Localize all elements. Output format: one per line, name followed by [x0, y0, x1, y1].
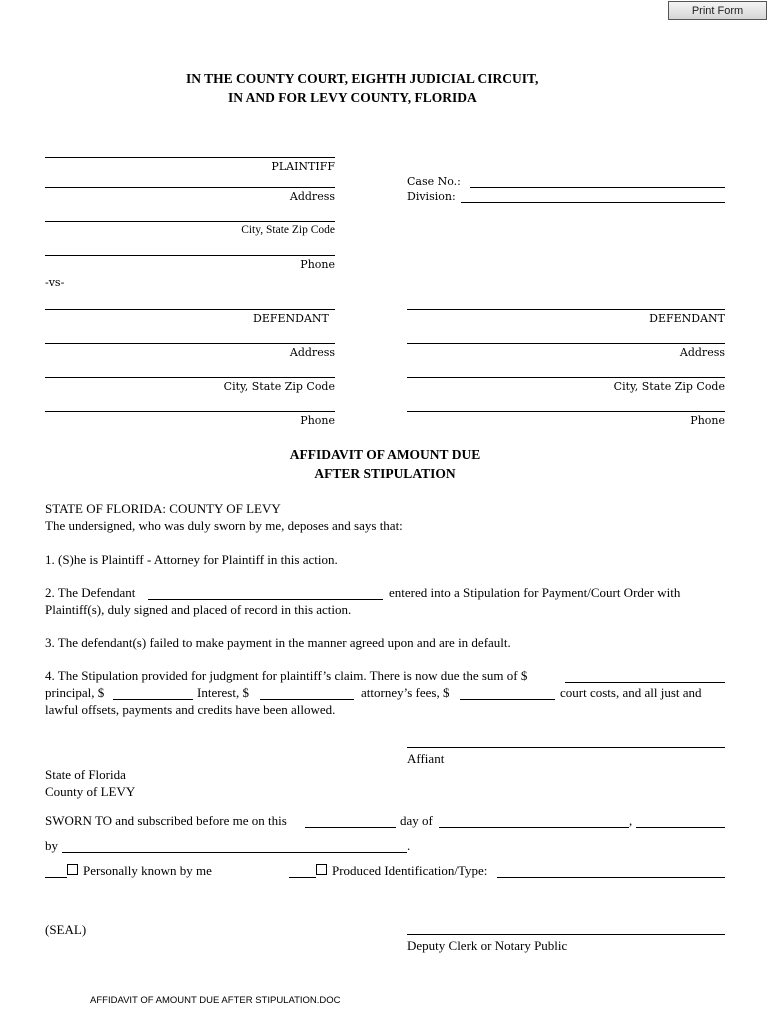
- attorney-fees-label: attorney’s fees, $: [361, 685, 450, 700]
- case-no-label: Case No.:: [407, 175, 461, 188]
- interest-field[interactable]: [260, 685, 354, 700]
- affiant-signature-field[interactable]: [407, 747, 725, 748]
- sworn-month-field[interactable]: [439, 813, 629, 828]
- defendant-left-name-field[interactable]: [45, 309, 335, 310]
- notary-signature-field[interactable]: [407, 934, 725, 935]
- plaintiff-city-label: City, State Zip Code: [241, 224, 335, 236]
- footer-filename: AFFIDAVIT OF AMOUNT DUE AFTER STIPULATION.DOC: [90, 995, 341, 1006]
- sum-due-field[interactable]: [565, 668, 725, 683]
- principal-field[interactable]: [113, 685, 193, 700]
- vs-label: -vs-: [45, 276, 65, 289]
- sworn-year-field[interactable]: [636, 813, 725, 828]
- case-no-field[interactable]: [470, 187, 725, 188]
- sworn-by-field[interactable]: [62, 838, 407, 853]
- by-label: by: [45, 838, 58, 853]
- defendant-left-phone-field[interactable]: [45, 411, 335, 412]
- defendant-right-city-label: City, State Zip Code: [613, 380, 725, 393]
- defendant-right-city-field[interactable]: [407, 377, 725, 378]
- defendant-right-name-field[interactable]: [407, 309, 725, 310]
- sworn-day-field[interactable]: [305, 813, 396, 828]
- plaintiff-city-field[interactable]: [45, 221, 335, 222]
- item-2-lead: 2. The Defendant: [45, 585, 136, 600]
- item-4-continued: lawful offsets, payments and credits have been allowed.: [45, 702, 336, 717]
- plaintiff-label: PLAINTIFF: [271, 160, 335, 173]
- defendant-left-phone-label: Phone: [300, 414, 335, 427]
- personally-known-blank: [45, 863, 67, 878]
- by-period: .: [407, 838, 411, 853]
- item-3: 3. The defendant(s) failed to make payment in the manner agreed upon and are in default.: [45, 635, 511, 650]
- id-type-field[interactable]: [497, 863, 725, 878]
- item-2-text: entered into a Stipulation for Payment/Court Order with: [389, 585, 681, 600]
- item-4-lead: 4. The Stipulation provided for judgment for plaintiff’s claim. There is now due the sum of $: [45, 668, 528, 683]
- personally-known-checkbox[interactable]: [67, 864, 78, 875]
- division-field[interactable]: [461, 202, 725, 203]
- deputy-clerk-label: Deputy Clerk or Notary Public: [407, 938, 568, 953]
- defendant-left-city-label: City, State Zip Code: [223, 380, 335, 393]
- state-county-line: STATE OF FLORIDA: COUNTY OF LEVY: [45, 501, 281, 516]
- defendant-right-phone-label: Phone: [690, 414, 725, 427]
- defendant-left-address-field[interactable]: [45, 343, 335, 344]
- plaintiff-phone-field[interactable]: [45, 255, 335, 256]
- plaintiff-name-field[interactable]: [45, 157, 335, 158]
- jurat-county: County of LEVY: [45, 784, 136, 799]
- date-comma: ,: [629, 813, 633, 828]
- defendant-left-address-label: Address: [289, 346, 335, 359]
- produced-id-checkbox[interactable]: [316, 864, 327, 875]
- court-header-line2: IN AND FOR LEVY COUNTY, FLORIDA: [228, 90, 477, 105]
- interest-label: Interest, $: [197, 685, 249, 700]
- personally-known-label: Personally known by me: [83, 863, 212, 878]
- principal-label: principal, $: [45, 685, 105, 700]
- plaintiff-address-field[interactable]: [45, 187, 335, 188]
- form-title-line2: AFTER STIPULATION: [314, 466, 456, 481]
- defendant-right-phone-field[interactable]: [407, 411, 725, 412]
- defendant-left-label: DEFENDANT: [253, 312, 329, 325]
- defendant-right-address-label: Address: [679, 346, 725, 359]
- day-of-label: day of: [400, 813, 433, 828]
- division-label: Division:: [407, 190, 456, 203]
- plaintiff-phone-label: Phone: [300, 258, 335, 271]
- defendant-right-label: DEFENDANT: [649, 312, 725, 325]
- item-1: 1. (S)he is Plaintiff - Attorney for Plaintiff in this action.: [45, 552, 338, 567]
- jurat-state: State of Florida: [45, 767, 126, 782]
- defendant-name-field[interactable]: [148, 585, 383, 600]
- print-form-button[interactable]: Print Form: [668, 1, 767, 20]
- form-title-line1: AFFIDAVIT OF AMOUNT DUE: [289, 447, 481, 462]
- produced-id-blank: [289, 863, 316, 878]
- produced-id-label: Produced Identification/Type:: [332, 863, 488, 878]
- defendant-left-city-field[interactable]: [45, 377, 335, 378]
- item-2-continued: Plaintiff(s), duly signed and placed of record in this action.: [45, 602, 352, 617]
- affiant-label: Affiant: [407, 751, 445, 766]
- seal-label: (SEAL): [45, 922, 87, 937]
- attorney-fees-field[interactable]: [460, 685, 555, 700]
- court-header-line1: IN THE COUNTY COURT, EIGHTH JUDICIAL CIRCUIT,: [186, 71, 539, 86]
- sworn-label: SWORN TO and subscribed before me on this: [45, 813, 287, 828]
- defendant-right-address-field[interactable]: [407, 343, 725, 344]
- court-costs-label: court costs, and all just and: [560, 685, 702, 700]
- plaintiff-address-label: Address: [289, 190, 335, 203]
- undersigned-line: The undersigned, who was duly sworn by me, deposes and says that:: [45, 518, 403, 533]
